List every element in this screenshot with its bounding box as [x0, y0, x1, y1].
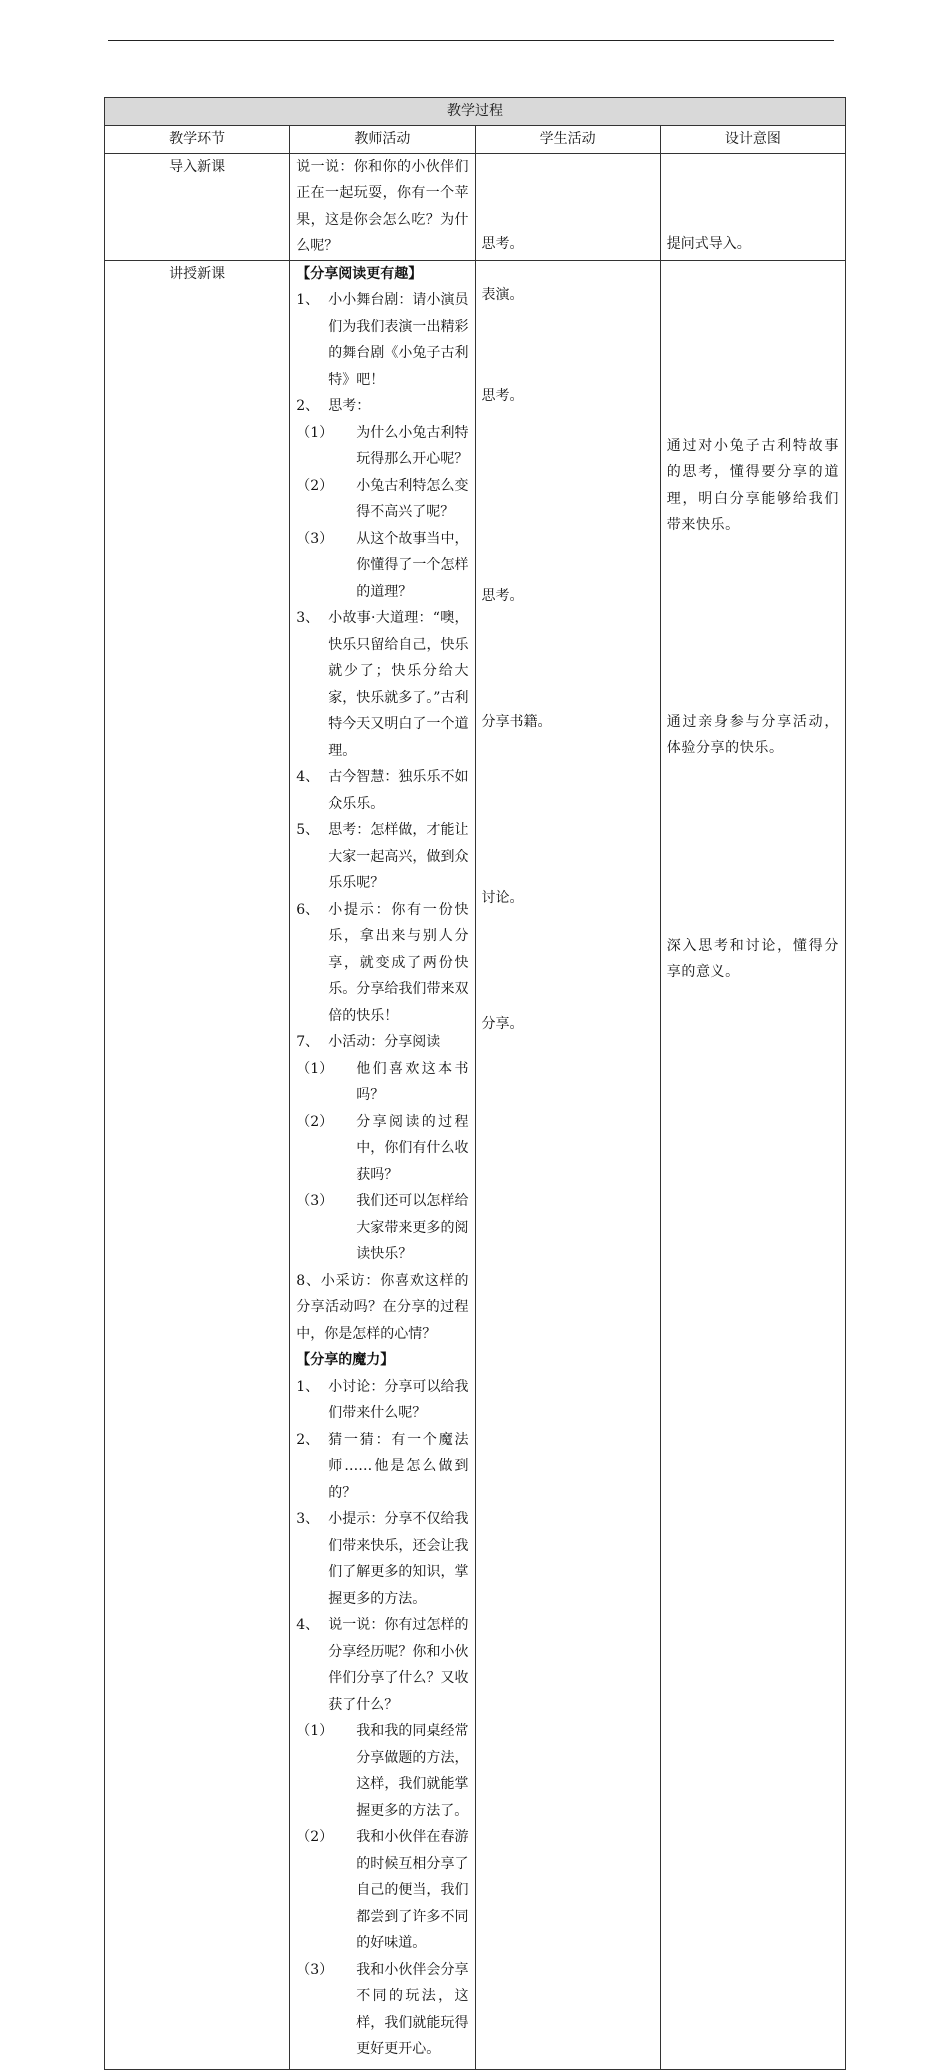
- stage-intro: 导入新课: [105, 153, 290, 260]
- list-item-text: 小提示：分享不仅给我们带来快乐，还会让我们了解更多的知识，掌握更多的方法。: [328, 1511, 469, 1607]
- student-activity-2: 思考。: [481, 387, 524, 404]
- intent-intro-text: 提问式导入。: [666, 236, 751, 252]
- intent-3: 深入思考和讨论，懂得分享的意义。: [666, 937, 839, 980]
- student-activity-6: 分享。: [481, 1015, 524, 1032]
- item-list-2: [296, 605, 468, 1056]
- sub-item: [296, 1109, 468, 1189]
- sub-item-marker: （2）: [296, 1113, 334, 1130]
- sub-list-1: [296, 420, 468, 606]
- list-item-marker: 5、: [296, 822, 320, 838]
- list-item: [296, 393, 468, 420]
- header-student: 学生活动: [475, 125, 660, 153]
- list-item-marker: 2、: [296, 398, 320, 414]
- student-teaching: [475, 260, 660, 2069]
- sub-list-2: [296, 1056, 468, 1268]
- list-item: [296, 287, 468, 393]
- list-item-text: 思考：怎样做，才能让大家一起高兴，做到众乐乐呢？: [328, 822, 469, 891]
- sub-list-3: [296, 1718, 468, 2063]
- student-intro-text: 思考。: [481, 236, 524, 252]
- sub-item-marker: （3）: [296, 1961, 334, 1978]
- list-item: [296, 1506, 468, 1612]
- list-item-marker: 3、: [296, 610, 320, 626]
- list-item-text: 小小舞台剧：请小演员们为我们表演一出精彩的舞台剧《小兔子古利特》吧！: [328, 292, 469, 388]
- item-list-1: [296, 287, 468, 420]
- list-item-text: 小故事·大道理：“噢，快乐只留给自己，快乐就少了；快乐分给大家，快乐就多了。”古利特今天又明白了一个道理。: [328, 610, 469, 759]
- list-item-marker: 4、: [296, 1617, 320, 1633]
- header-intent: 设计意图: [660, 125, 845, 153]
- interview-text: 8、小采访：你喜欢这样的分享活动吗？在分享的过程中，你是怎样的心情？: [296, 1272, 469, 1342]
- intent-intro: [660, 153, 845, 260]
- list-item: [296, 1427, 468, 1507]
- sub-item: [296, 1824, 468, 1957]
- lesson-process-table: [104, 97, 846, 2070]
- sub-item-marker: （3）: [296, 1193, 334, 1209]
- student-activity-3: 思考。: [481, 587, 524, 604]
- list-item-marker: 1、: [296, 1378, 320, 1395]
- list-item-marker: 4、: [296, 769, 320, 785]
- sub-item: [296, 420, 468, 473]
- sub-item-text: 我和小伙伴在春游的时候互相分享了自己的便当，我们都尝到了许多不同的好味道。: [356, 1829, 469, 1951]
- sub-item-text: 从这个故事当中，你懂得了一个怎样的道理？: [356, 530, 469, 600]
- table-title: 教学过程: [105, 98, 846, 126]
- list-item: [296, 1029, 468, 1056]
- sub-item: [296, 1056, 468, 1109]
- list-item-text: 说一说：你有过怎样的分享经历呢？你和小伙伴们分享了什么？又收获了什么？: [328, 1617, 469, 1713]
- teacher-intro: [290, 153, 475, 260]
- teacher-teaching: [290, 260, 475, 2069]
- table-title-row: [105, 98, 846, 126]
- intent-teaching: [660, 260, 845, 2069]
- sub-item: [296, 526, 468, 606]
- student-activity-1: 表演。: [481, 286, 524, 303]
- sub-item-text: 分享阅读的过程中，你们有什么收获吗？: [356, 1113, 469, 1183]
- student-activity-4: 分享书籍。: [481, 713, 552, 730]
- intent-2: 通过亲身参与分享活动，体验分享的快乐。: [666, 713, 839, 756]
- section-title-reading: 【分享阅读更有趣】: [296, 265, 423, 282]
- list-item-text: 小提示：你有一份快乐，拿出来与别人分享，就变成了两份快乐。分享给我们带来双倍的快乐！: [328, 901, 469, 1024]
- table-row-teaching: [105, 260, 846, 2069]
- header-teacher: 教师活动: [290, 125, 475, 153]
- sub-item: [296, 1718, 468, 1824]
- list-item-text: 小活动：分享阅读: [328, 1034, 441, 1050]
- list-item-text: 小讨论：分享可以给我们带来什么呢？: [328, 1378, 469, 1421]
- sub-item-text: 我和小伙伴会分享不同的玩法，这样，我们就能玩得更好更开心。: [356, 1961, 469, 2057]
- sub-item-text: 为什么小兔古利特玩得那么开心呢？: [356, 424, 469, 467]
- student-activity-5: 讨论。: [481, 889, 524, 906]
- stage-teaching: 讲授新课: [105, 260, 290, 2069]
- list-item-marker: 2、: [296, 1431, 320, 1448]
- header-stage: 教学环节: [105, 125, 290, 153]
- list-item-text: 猜一猜：有一个魔法师……他是怎么做到的？: [328, 1431, 469, 1501]
- sub-item: [296, 1957, 468, 2063]
- sub-item-marker: （3）: [296, 530, 334, 547]
- list-item: [296, 605, 468, 764]
- sub-item-marker: （2）: [296, 1829, 334, 1845]
- list-item-marker: 3、: [296, 1511, 320, 1527]
- section-title-magic: 【分享的魔力】: [296, 1352, 395, 1368]
- sub-item-marker: （2）: [296, 477, 334, 494]
- sub-item-text: 小兔古利特怎么变得不高兴了呢？: [356, 477, 469, 520]
- list-item: [296, 1612, 468, 1718]
- sub-item-marker: （1）: [296, 1723, 334, 1739]
- intent-1: 通过对小兔子古利特故事的思考，懂得要分享的道理，明白分享能够给我们带来快乐。: [666, 437, 839, 533]
- list-item-marker: 6、: [296, 901, 320, 918]
- list-item-marker: 1、: [296, 292, 320, 308]
- item-list-3: [296, 1374, 468, 1719]
- teacher-intro-text: 说一说：你和你的小伙伴们正在一起玩耍，你有一个苹果，这是你会怎么吃？为什么呢？: [296, 158, 469, 254]
- sub-item-marker: （1）: [296, 1060, 334, 1077]
- sub-item-text: 我和我的同桌经常分享做题的方法，这样，我们就能掌握更多的方法了。: [356, 1723, 469, 1819]
- list-item-marker: 7、: [296, 1034, 320, 1050]
- list-item: [296, 1374, 468, 1427]
- list-item-text: 思考：: [328, 398, 371, 414]
- table-header-row: [105, 125, 846, 153]
- student-intro: [475, 153, 660, 260]
- list-item: [296, 764, 468, 817]
- sub-item-text: 我们还可以怎样给大家带来更多的阅读快乐？: [356, 1193, 469, 1262]
- sub-item: [296, 473, 468, 526]
- list-item: [296, 817, 468, 897]
- sub-item: [296, 1188, 468, 1268]
- list-item-text: 古今智慧：独乐乐不如众乐乐。: [328, 769, 469, 812]
- sub-item-marker: （1）: [296, 424, 334, 441]
- table-row-intro: [105, 153, 846, 260]
- list-item: [296, 897, 468, 1030]
- header-rule: [108, 40, 834, 41]
- sub-item-text: 他们喜欢这本书吗？: [356, 1060, 469, 1103]
